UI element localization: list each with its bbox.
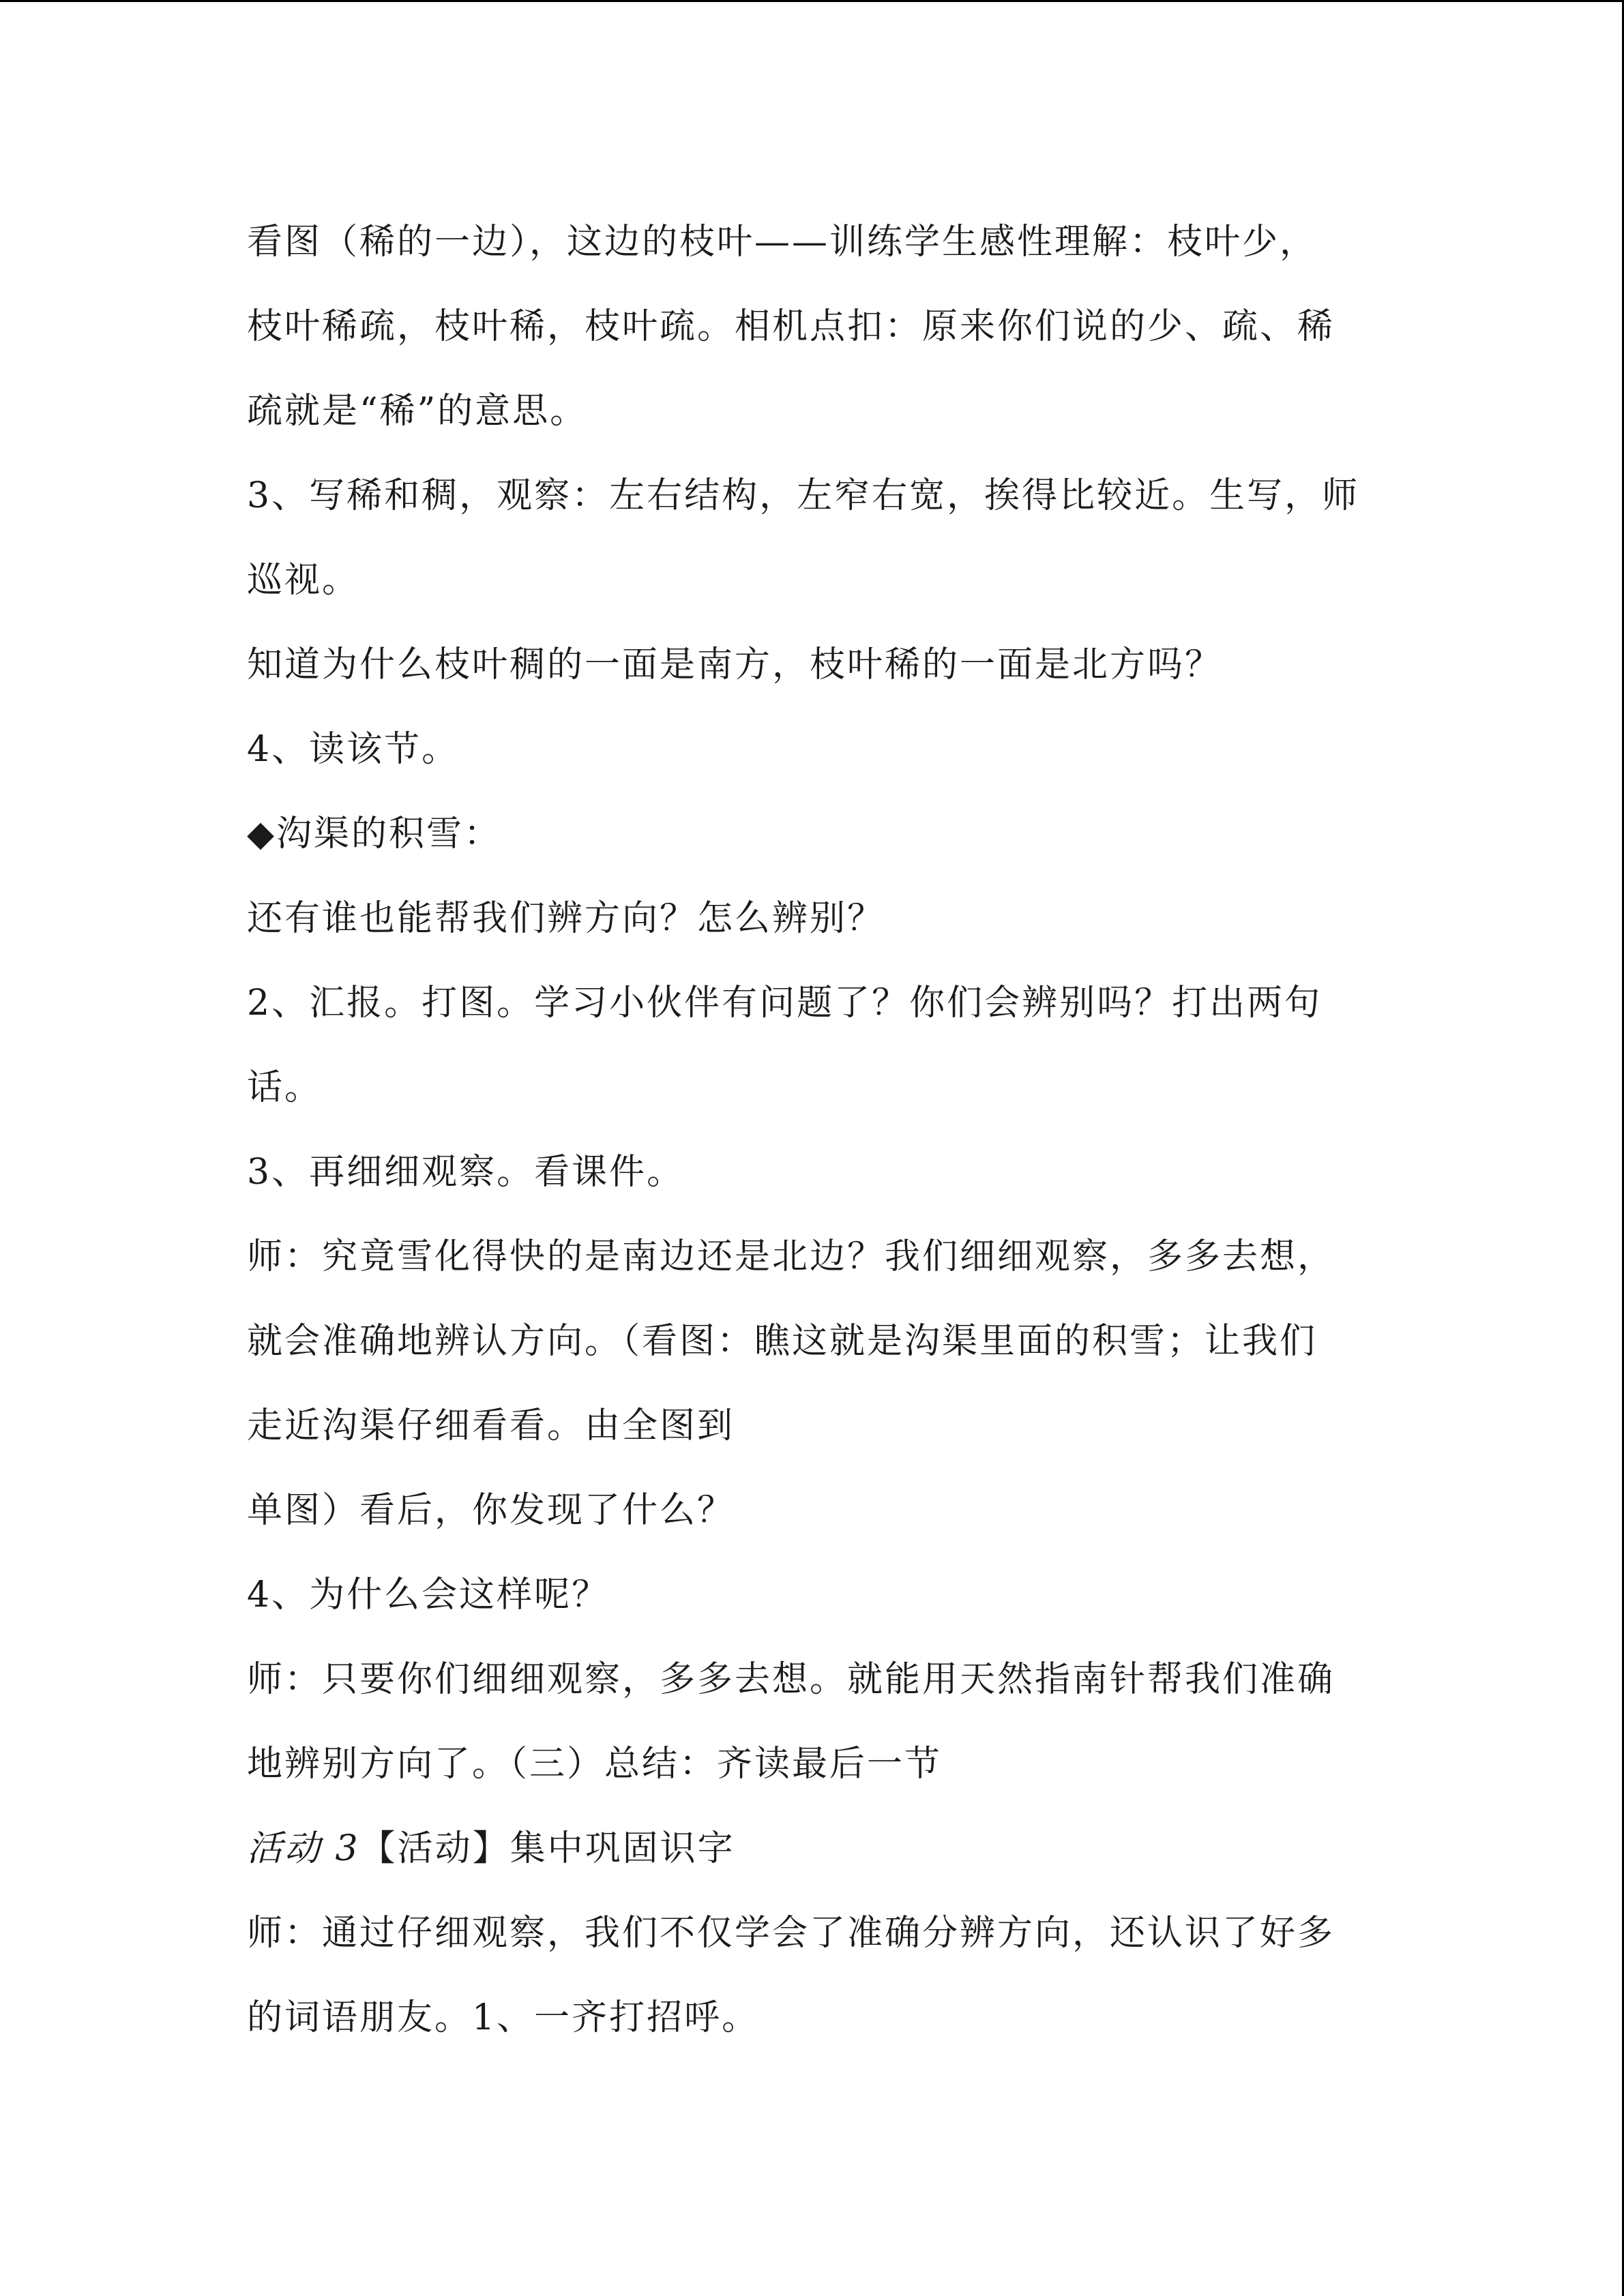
paragraph-line: 的词语朋友。1、一齐打招呼。 [247,1997,760,2038]
activity-title: 【活动】集中巩固识字 [359,1828,735,1869]
paragraph-line: 看图（稀的一边），这边的枝叶——训练学生感性理解：枝叶少， [247,222,1318,263]
document-body [247,200,1379,2060]
paragraph-line: 话。 [247,1067,323,1108]
paragraph-line: 还有谁也能帮我们辨方向？怎么辨别？ [247,898,885,939]
paragraph-line: 知道为什么枝叶稠的一面是南方，枝叶稀的一面是北方吗？ [247,644,1223,685]
paragraph-line: 3、写稀和稠，观察：左右结构，左窄右宽，挨得比较近。生写，师 [247,475,1360,516]
activity-number: 活动 3 [247,1828,360,1869]
paragraph-line: 师：究竟雪化得快的是南边还是北边？我们细细观察，多多去想， [247,1236,1335,1277]
paragraph-line: 单图）看后，你发现了什么？ [247,1490,735,1531]
paragraph-line: 地辨别方向了。（三）总结：齐读最后一节 [247,1744,943,1785]
paragraph-line: 疏就是“稀”的意思。 [247,391,588,432]
paragraph-line: 就会准确地辨认方向。（看图：瞧这就是沟渠里面的积雪；让我们 [247,1321,1318,1362]
paragraph-line: 走近沟渠仔细看看。由全图到 [247,1405,735,1446]
paragraph-line: 4、读该节。 [247,729,460,770]
paragraph-line: 4、为什么会这样呢？ [247,1575,610,1615]
paragraph-line: 师：只要你们细细观察，多多去想。就能用天然指南针帮我们准确 [247,1659,1335,1700]
section-heading: ◆沟渠的积雪： [247,814,501,854]
paragraph-line: 师：通过仔细观察，我们不仅学会了准确分辨方向，还认识了好多 [247,1913,1335,1954]
paragraph-line: 巡视。 [247,560,360,601]
paragraph-line: 枝叶稀疏，枝叶稀，枝叶疏。相机点扣：原来你们说的少、疏、稀 [247,306,1335,347]
activity-heading [247,1806,1379,1891]
paragraph-line: 2、汇报。打图。学习小伙伴有问题了？你们会辨别吗？打出两句 [247,983,1323,1024]
paragraph-line: 3、再细细观察。看课件。 [247,1152,685,1193]
